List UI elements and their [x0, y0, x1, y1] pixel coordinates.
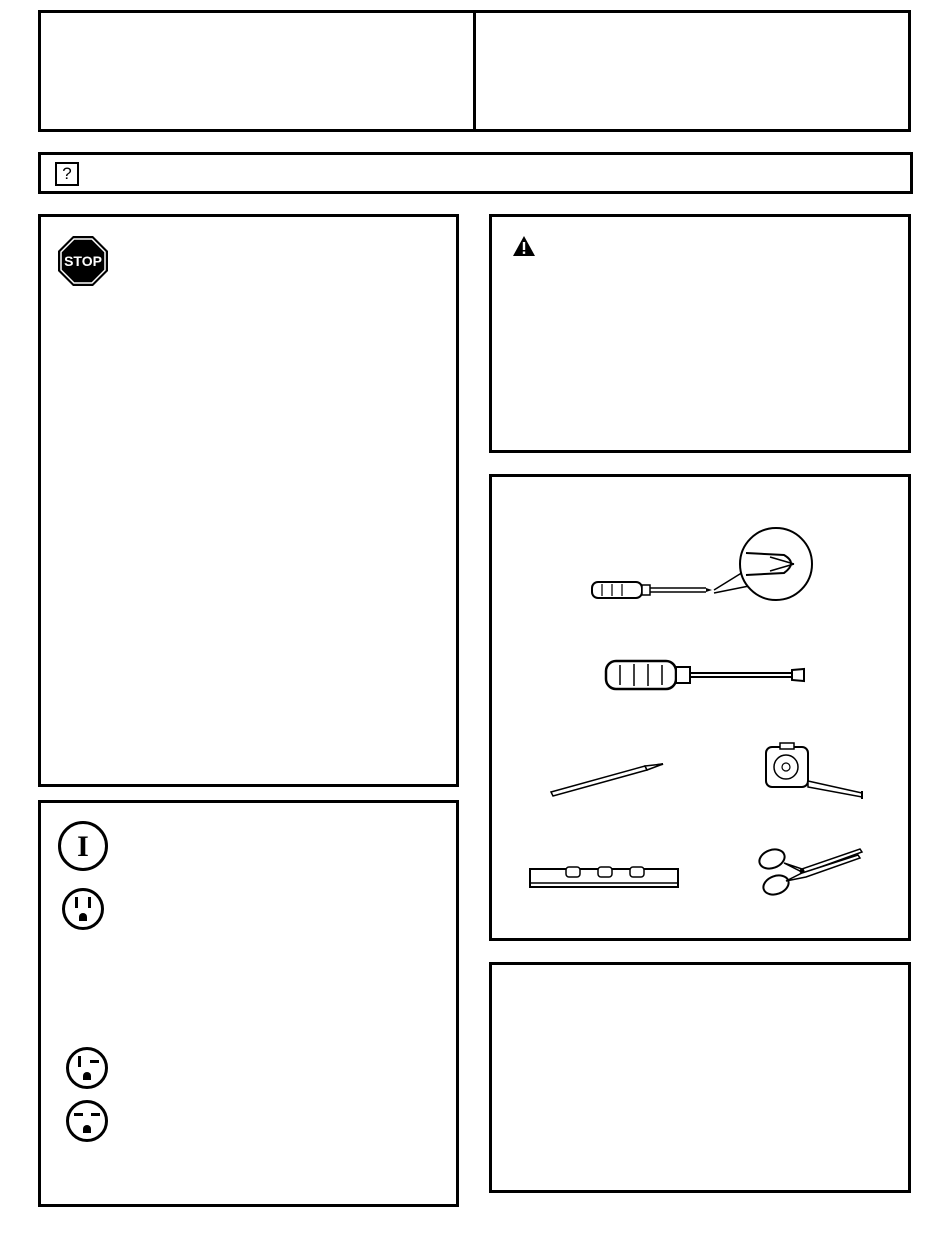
important-icon: [57, 820, 109, 872]
header-divider: [473, 13, 476, 129]
help-bar: [38, 152, 913, 194]
scissors-icon: [754, 841, 866, 903]
level-icon: [526, 859, 686, 895]
question-mark-box-icon: ?: [55, 162, 79, 186]
tape-measure-icon: [760, 741, 870, 803]
electrical-panel: [38, 800, 459, 1207]
outlet-20a-alt-icon: [65, 1099, 109, 1143]
warning-panel: [489, 214, 911, 453]
outlet-15a-icon: [61, 887, 105, 931]
tools-panel: [489, 474, 911, 941]
warning-triangle-icon: [512, 235, 536, 257]
flat-blade-screwdriver-icon: [604, 657, 814, 697]
bottom-right-panel: [489, 962, 911, 1193]
pencil-icon: [547, 760, 667, 800]
phillips-screwdriver-icon: [588, 527, 820, 607]
stop-sign-label: STOP: [64, 253, 102, 269]
stop-panel: [38, 214, 459, 787]
important-glyph: I: [77, 830, 89, 863]
outlet-20a-icon: [65, 1046, 109, 1090]
stop-sign-icon: [57, 235, 109, 287]
header-box: [38, 10, 911, 132]
